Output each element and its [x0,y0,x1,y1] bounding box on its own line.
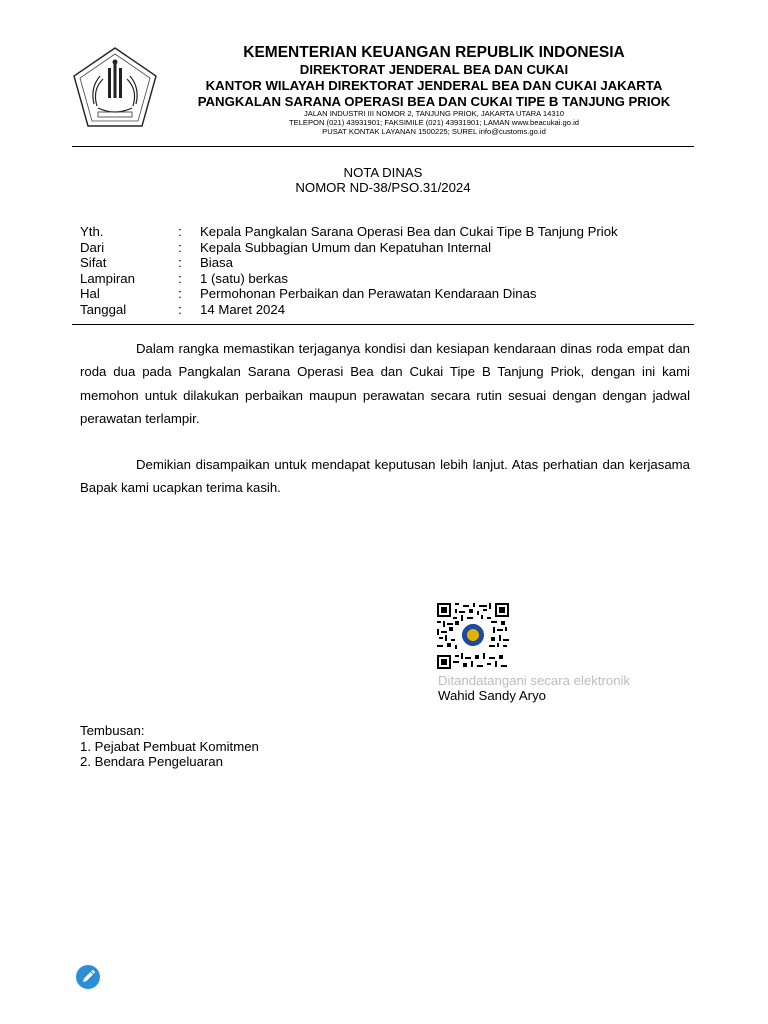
edit-pen-icon [76,965,100,989]
cc-item: 2. Bendara Pengeluaran [80,754,223,769]
fields-divider [72,324,694,325]
paragraph-text: Dalam rangka memastikan terjaganya kondisi dan kesiapan kendaraan dinas roda empat dan roda dua pada Pangkalan Sarana Operasi Bea dan Cukai Tipe B Tanjung Priok, dengan ini kami memohon untuk dilakukan perbaikan maupun perawatan secara rutin sesuai dengan dengan jadwal perawatan terlampir. [80,341,690,427]
field-label: Dari [80,239,105,255]
office-service: PUSAT KONTAK LAYANAN 1500225; SUREL info@customs.go.id [322,127,546,136]
directorate-name: DIREKTORAT JENDERAL BEA DAN CUKAI [299,62,569,77]
body-paragraph-2 [80,453,690,500]
field-value: Kepala Pangkalan Sarana Operasi Bea dan Cukai Tipe B Tanjung Priok [200,224,618,239]
ministry-emblem-icon [72,46,158,130]
regional-office-name: KANTOR WILAYAH DIREKTORAT JENDERAL BEA DAN CUKAI JAKARTA [205,78,663,93]
office-contact: TELEPON (021) 43931901; FAKSIMILE (021) 43931901; LAMAN www.beacukai.go.id [289,118,579,127]
signature-note: Ditandatangani secara elektronik [438,673,631,688]
cc-title: Tembusan: [80,723,145,738]
ministry-name: KEMENTERIAN KEUANGAN REPUBLIK INDONESIA [243,44,625,61]
memo-title: NOTA DINAS [343,165,423,180]
memo-number: NOMOR ND-38/PSO.31/2024 [295,180,471,195]
paragraph-text: Demikian disampaikan untuk mendapat keputusan lebih lanjut. Atas perhatian dan kerjasama Bapak kami ucapkan terima kasih. [80,457,690,496]
field-label: Tanggal [80,301,127,317]
base-name: PANGKALAN SARANA OPERASI BEA DAN CUKAI TIPE B TANJUNG PRIOK [197,94,671,109]
signatory-name: Wahid Sandy Aryo [438,688,546,703]
field-value: 14 Maret 2024 [200,301,286,317]
field-colon: : [178,270,182,286]
field-label: Yth. [80,224,104,239]
letterhead [160,44,708,136]
field-value: 1 (satu) berkas [200,270,288,286]
field-colon: : [178,301,182,317]
office-address: JALAN INDUSTRI III NOMOR 2, TANJUNG PRIOK, JAKARTA UTARA 14310 [303,109,565,118]
floating-edit-button[interactable] [76,965,100,989]
field-label: Hal [80,286,100,302]
body-paragraph-1 [80,337,690,431]
field-colon: : [178,286,182,302]
carbon-copy-section [80,723,259,770]
field-value: Biasa [200,255,233,271]
qr-code-icon [437,603,509,669]
field-label: Sifat [80,255,107,271]
cc-item: 1. Pejabat Pembuat Komitmen [80,738,259,754]
field-label: Lampiran [80,270,135,286]
field-colon: : [178,224,182,239]
field-value: Permohonan Perbaikan dan Perawatan Kendaraan Dinas [200,286,537,302]
field-value: Kepala Subbagian Umum dan Kepatuhan Internal [200,239,492,255]
field-colon: : [178,239,182,255]
field-colon: : [178,255,182,271]
memo-heading [72,165,694,195]
letterhead-divider [72,146,694,147]
